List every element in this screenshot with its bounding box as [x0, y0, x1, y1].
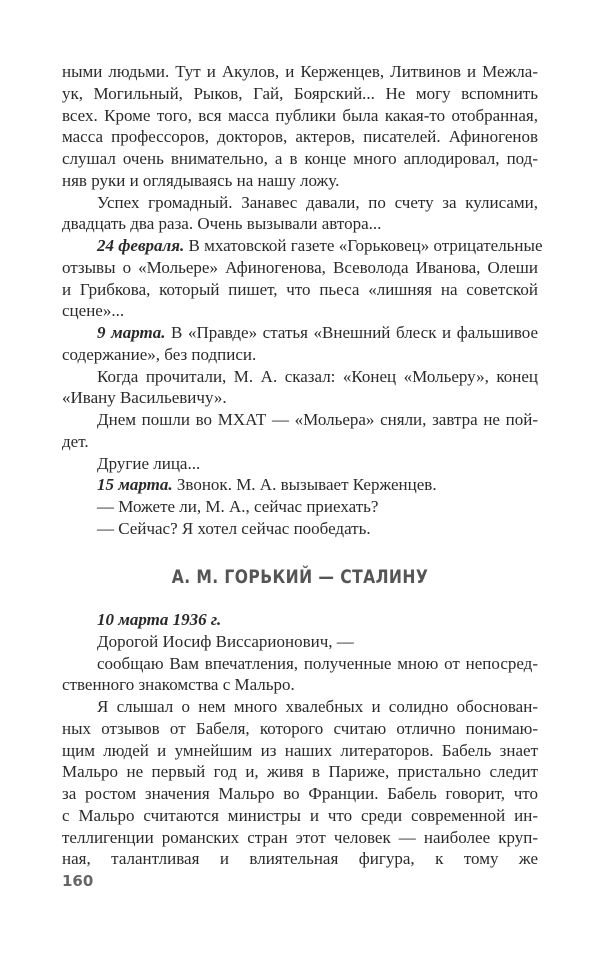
line-text: сцене»... [62, 301, 125, 321]
line-text: ук, Могильный, Рыков, Гай, Боярский... Не могу вспомнить [62, 83, 538, 103]
text-line [62, 344, 538, 366]
line-text: всех. Кроме того, вся масса публики была какая-то отобранная, [62, 105, 538, 125]
body-text-top [62, 61, 543, 540]
line-text: «Ивану Васильевичу». [62, 388, 227, 408]
date-label: 9 марта. [97, 323, 166, 342]
section-heading: А. М. ГОРЬКИЙ — СТАЛИНУ [171, 566, 429, 588]
text-line [62, 279, 538, 301]
line-text: В мхатовской газете «Горьковец» отрицательные [184, 236, 543, 255]
line-text: ственного знакомства с Мальро. [62, 675, 295, 695]
text-line [62, 148, 538, 170]
page-number: 160 [62, 872, 94, 890]
text-line [62, 192, 538, 214]
text-line [62, 213, 538, 235]
line-text: — Сейчас? Я хотел сейчас пообедать. [97, 518, 371, 538]
text-line [62, 83, 538, 105]
text-line [62, 235, 543, 257]
line-text: дет. [62, 431, 89, 451]
line-text: Дорогой Иосиф Виссарионович, — [97, 631, 354, 651]
line-text: — Можете ли, М. А., сейчас приехать? [97, 497, 379, 516]
text-line [62, 631, 538, 653]
line-text: слушал очень внимательно, а в конце много аплодировал, под- [62, 149, 538, 168]
line-text: Днем пошли во МХАТ — «Мольера» сняли, завтра не пой- [97, 410, 538, 429]
line-text: Я слышал о нем много хвалебных и солидно обоснован- [97, 697, 538, 716]
line-text: ных отзывов от Бабеля, которого считаю отлично понимаю- [62, 718, 538, 738]
line-text: няв руки и оглядываясь на нашу ложу. [62, 170, 340, 190]
text-line [62, 674, 538, 696]
line-text: и Грибкова, который пишет, что пьеса «лишняя на советской [62, 279, 538, 299]
text-line [62, 696, 538, 718]
text-line [62, 653, 538, 675]
line-text: Мальро не первый год и, живя в Париже, пристально следит [62, 762, 538, 782]
line-text: сообщаю Вам впечатления, полученные мною от непосред- [97, 653, 538, 673]
line-text: Звонок. М. А. вызывает Керженцев. [172, 475, 437, 495]
text-line [62, 453, 538, 475]
text-line [62, 740, 538, 762]
line-text: ными людьми. Тут и Акулов, и Керженцев, Литвинов и Межла- [62, 62, 538, 81]
text-line [62, 518, 538, 540]
line-text: отзывы о «Мольере» Афиногенова, Всеволода Иванова, Олеши [62, 257, 538, 277]
text-line [62, 827, 538, 849]
line-text: с Мальро считаются министры и что среди современной ин- [62, 805, 538, 825]
text-line [62, 409, 538, 431]
text-line [62, 61, 538, 83]
text-line [62, 322, 538, 344]
text-line [62, 300, 538, 322]
text-line [62, 366, 538, 388]
text-line [62, 257, 538, 279]
date-label: 15 марта. [97, 475, 173, 495]
text-line [62, 105, 538, 127]
date-label: 10 марта 1936 г. [97, 610, 222, 629]
line-text: содержание», без подписи. [62, 344, 257, 364]
line-text: Когда прочитали, М. А. сказал: «Конец «Мольеру», конец [97, 366, 538, 386]
line-text: двадцать два раза. Очень вызывали автора... [62, 214, 382, 234]
line-text: за ростом значения Мальро во Франции. Бабель говорит, что [62, 784, 538, 803]
text-line [62, 170, 538, 192]
text-line [62, 609, 538, 631]
text-line [62, 761, 538, 783]
line-text: В «Правде» статья «Внешний блеск и фальшивое [165, 323, 538, 342]
text-line [62, 431, 538, 453]
line-text: масса профессоров, докторов, актеров, писателей. Афиногенов [62, 127, 538, 147]
text-line [62, 496, 538, 518]
text-line [62, 126, 538, 148]
line-text: Успех громадный. Занавес давали, по счету за кулисами, [97, 192, 538, 212]
line-text: щим людей и умнейшим из наших литераторов. Бабель знает [62, 740, 538, 760]
text-line [62, 848, 538, 870]
line-text: ная, талантливая и влиятельная фигура, к тому же [62, 849, 538, 869]
line-text: Другие лица... [97, 453, 201, 473]
line-text: теллигенции романских стран этот человек — наиболее круп- [62, 827, 538, 847]
body-text-letter [62, 609, 538, 870]
text-line [62, 805, 538, 827]
text-line [62, 718, 538, 740]
text-line [62, 474, 538, 496]
text-line [62, 783, 538, 805]
text-line [62, 387, 538, 409]
date-label: 24 февраля. [97, 236, 185, 255]
